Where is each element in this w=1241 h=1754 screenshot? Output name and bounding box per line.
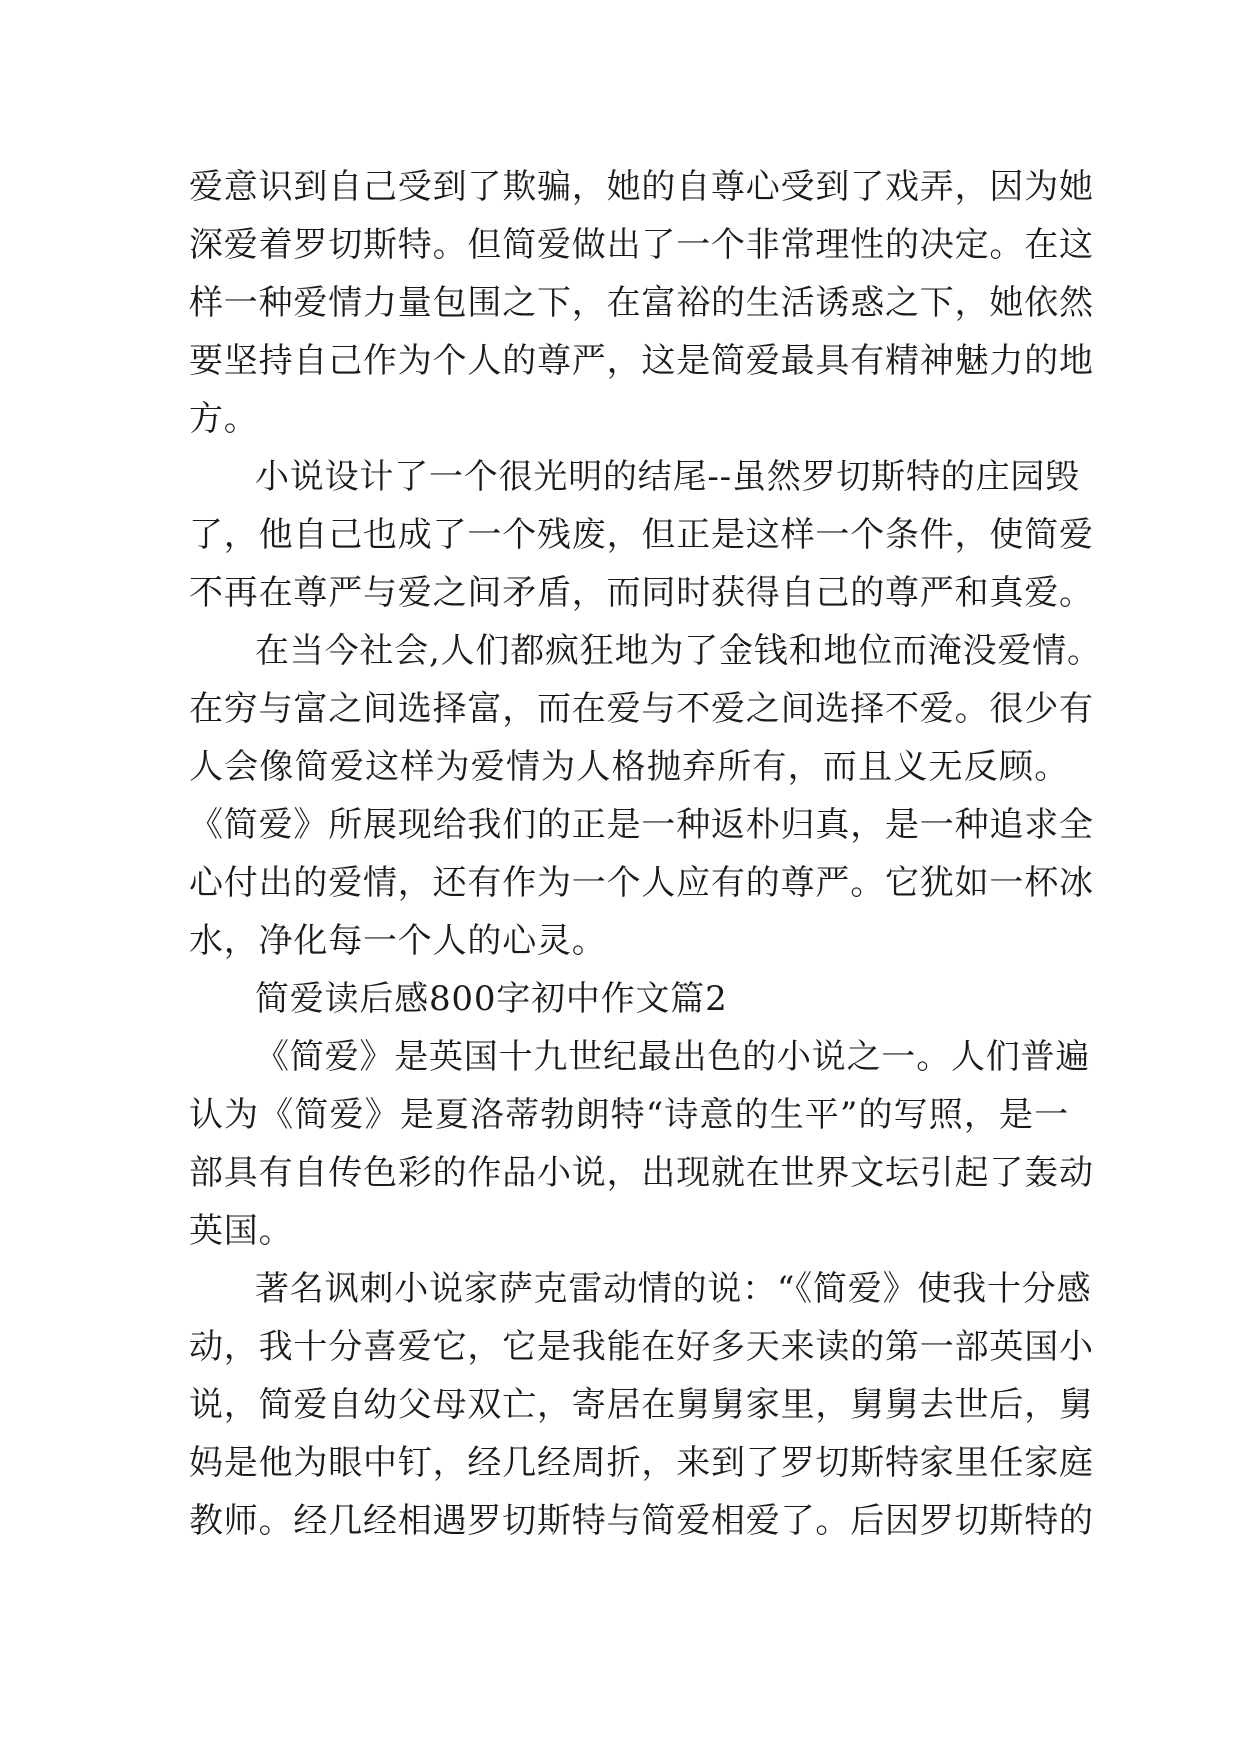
- text-line: 心付出的爱情，还有作为一个人应有的尊严。它犹如一杯冰: [189, 863, 1094, 903]
- document-body: [189, 158, 1102, 1550]
- text-line: 不再在尊严与爱之间矛盾，而同时获得自己的尊严和真爱。: [189, 573, 1094, 613]
- text-line: 英国。: [189, 1211, 294, 1251]
- text-line: 人会像简爱这样为爱情为人格抛弃所有，而且义无反顾。: [189, 747, 1069, 787]
- text-line: 方。: [189, 399, 259, 439]
- text-line: 动，我十分喜爱它，它是我能在好多天来读的第一部英国小: [189, 1327, 1094, 1367]
- paragraph-first-line: 著名讽刺小说家萨克雷动情的说：“《简爱》使我十分感: [255, 1269, 1092, 1309]
- text-line: 样一种爱情力量包围之下，在富裕的生活诱惑之下，她依然: [189, 283, 1094, 323]
- text-line: 爱意识到自己受到了欺骗，她的自尊心受到了戏弄，因为她: [189, 167, 1094, 207]
- text-line: 了，他自己也成了一个残废，但正是这样一个条件，使简爱: [189, 515, 1094, 555]
- paragraph-first-line: 《简爱》是英国十九世纪最出色的小说之一。人们普遍: [255, 1037, 1091, 1077]
- text-line: 部具有自传色彩的作品小说，出现就在世界文坛引起了轰动: [189, 1153, 1094, 1193]
- text-line: 深爱着罗切斯特。但简爱做出了一个非常理性的决定。在这: [189, 225, 1094, 265]
- text-line: 教师。经几经相遇罗切斯特与简爱相爱了。后因罗切斯特的: [189, 1501, 1094, 1541]
- text-line: 说，简爱自幼父母双亡，寄居在舅舅家里，舅舅去世后，舅: [189, 1385, 1094, 1425]
- text-line: 《简爱》所展现给我们的正是一种返朴归真，是一种追求全: [189, 805, 1094, 845]
- text-line: 妈是他为眼中钉，经几经周折，来到了罗切斯特家里任家庭: [189, 1443, 1094, 1483]
- paragraph-first-line: 在当今社会,人们都疯狂地为了金钱和地位而淹没爱情。: [255, 631, 1102, 671]
- text-line: 水，净化每一个人的心灵。: [189, 921, 607, 961]
- text-line: 认为《简爱》是夏洛蒂勃朗特“诗意的生平”的写照，是一: [189, 1095, 1069, 1135]
- text-line: 要坚持自己作为个人的尊严，这是简爱最具有精神魅力的地: [189, 341, 1094, 381]
- paragraph-first-line: 小说设计了一个很光明的结尾--虽然罗切斯特的庄园毁: [255, 457, 1080, 497]
- section-heading: 简爱读后感800字初中作文篇2: [255, 979, 728, 1019]
- text-line: 在穷与富之间选择富，而在爱与不爱之间选择不爱。很少有: [189, 689, 1094, 729]
